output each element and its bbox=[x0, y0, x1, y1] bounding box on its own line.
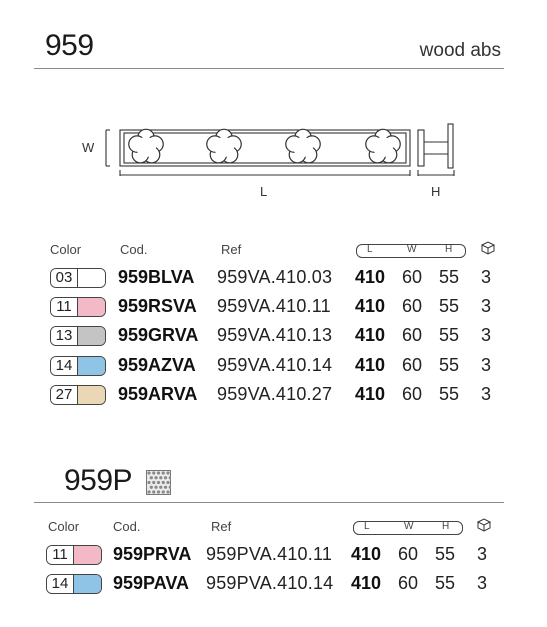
flower-hook-icon bbox=[129, 129, 163, 163]
color-fill bbox=[78, 269, 105, 287]
color-swatch bbox=[46, 574, 102, 594]
color-number: 13 bbox=[51, 327, 78, 345]
height-value: 55 bbox=[439, 384, 460, 404]
color-number: 14 bbox=[51, 357, 78, 375]
height-value: 55 bbox=[439, 296, 460, 316]
height-value: 55 bbox=[439, 355, 460, 375]
color-fill bbox=[74, 575, 101, 593]
table-row bbox=[0, 268, 547, 292]
table-row bbox=[0, 385, 547, 409]
pack-quantity: 3 bbox=[481, 267, 492, 287]
pack-quantity: 3 bbox=[481, 355, 492, 375]
product-code: 959PAVA bbox=[113, 573, 190, 593]
color-fill bbox=[74, 546, 101, 564]
product-ref: 959VA.410.27 bbox=[217, 384, 333, 404]
length-value: 410 bbox=[351, 544, 382, 564]
length-value: 410 bbox=[355, 355, 386, 375]
color-swatch bbox=[50, 268, 106, 288]
color-number: 14 bbox=[47, 575, 74, 593]
table-row bbox=[0, 356, 547, 380]
dimension-header bbox=[356, 244, 466, 258]
dimension-header-2 bbox=[353, 521, 463, 535]
color-swatch bbox=[50, 326, 106, 346]
page-title: 959 bbox=[45, 29, 94, 62]
pack-quantity: 3 bbox=[481, 325, 492, 345]
color-swatch bbox=[46, 545, 102, 565]
color-number: 27 bbox=[51, 386, 78, 404]
col-w-header-2: W bbox=[404, 521, 414, 532]
height-value: 55 bbox=[439, 267, 460, 287]
col-cod-header-2: Cod. bbox=[113, 519, 141, 534]
color-swatch bbox=[50, 385, 106, 405]
color-swatch bbox=[50, 297, 106, 317]
col-h-header-2: H bbox=[442, 521, 450, 532]
technical-drawing bbox=[78, 118, 468, 204]
dim-w-label: W bbox=[82, 140, 95, 155]
length-value: 410 bbox=[355, 384, 386, 404]
width-value: 60 bbox=[402, 355, 423, 375]
header-divider bbox=[34, 68, 504, 69]
table-row bbox=[0, 574, 547, 598]
length-value: 410 bbox=[355, 325, 386, 345]
product-ref: 959VA.410.03 bbox=[217, 267, 333, 287]
section2-divider bbox=[34, 502, 504, 503]
flower-hook-icon bbox=[286, 129, 320, 163]
width-value: 60 bbox=[402, 296, 423, 316]
color-number: 11 bbox=[51, 298, 78, 316]
length-value: 410 bbox=[351, 573, 382, 593]
product-ref: 959PVA.410.14 bbox=[206, 573, 334, 593]
product-ref: 959VA.410.14 bbox=[217, 355, 333, 375]
color-number: 03 bbox=[51, 269, 78, 287]
product-code: 959PRVA bbox=[113, 544, 192, 564]
product-code: 959AZVA bbox=[118, 355, 196, 375]
package-icon-2 bbox=[476, 518, 492, 537]
length-value: 410 bbox=[355, 267, 386, 287]
width-value: 60 bbox=[398, 573, 419, 593]
color-fill bbox=[78, 327, 105, 345]
col-h-header: H bbox=[445, 244, 453, 255]
col-w-header: W bbox=[407, 244, 417, 255]
product-code: 959GRVA bbox=[118, 325, 199, 345]
table-row bbox=[0, 297, 547, 321]
color-fill bbox=[78, 357, 105, 375]
col-cod-header: Cod. bbox=[120, 242, 148, 257]
length-value: 410 bbox=[355, 296, 386, 316]
color-swatch bbox=[50, 356, 106, 376]
color-fill bbox=[78, 386, 105, 404]
width-value: 60 bbox=[398, 544, 419, 564]
pack-quantity: 3 bbox=[477, 573, 488, 593]
table-row bbox=[0, 326, 547, 350]
product-ref: 959PVA.410.11 bbox=[206, 544, 333, 564]
height-value: 55 bbox=[435, 573, 456, 593]
width-value: 60 bbox=[402, 325, 423, 345]
col-l-header: L bbox=[367, 244, 373, 255]
color-number: 11 bbox=[47, 546, 74, 564]
col-color-header: Color bbox=[50, 242, 82, 257]
color-fill bbox=[78, 298, 105, 316]
pack-quantity: 3 bbox=[477, 544, 488, 564]
product-ref: 959VA.410.11 bbox=[217, 296, 331, 316]
dim-h-label: H bbox=[431, 184, 441, 199]
flower-hook-icon bbox=[366, 129, 400, 163]
dotted-pattern-icon bbox=[146, 470, 171, 495]
product-code: 959RSVA bbox=[118, 296, 197, 316]
package-icon bbox=[480, 241, 496, 260]
product-code: 959BLVA bbox=[118, 267, 195, 287]
pack-quantity: 3 bbox=[481, 384, 492, 404]
table-row bbox=[0, 545, 547, 569]
coat-rack-drawing bbox=[78, 118, 468, 204]
section2-title: 959P bbox=[64, 464, 133, 497]
col-ref-header-2: Ref bbox=[211, 519, 232, 534]
height-value: 55 bbox=[435, 544, 456, 564]
flower-hook-icon bbox=[207, 129, 241, 163]
col-ref-header: Ref bbox=[221, 242, 242, 257]
material-label: wood abs bbox=[419, 40, 501, 61]
pack-quantity: 3 bbox=[481, 296, 492, 316]
col-color-header-2: Color bbox=[48, 519, 80, 534]
col-l-header-2: L bbox=[364, 521, 370, 532]
product-code: 959ARVA bbox=[118, 384, 198, 404]
dim-l-label: L bbox=[260, 184, 268, 199]
product-ref: 959VA.410.13 bbox=[217, 325, 333, 345]
height-value: 55 bbox=[439, 325, 460, 345]
width-value: 60 bbox=[402, 384, 423, 404]
width-value: 60 bbox=[402, 267, 423, 287]
